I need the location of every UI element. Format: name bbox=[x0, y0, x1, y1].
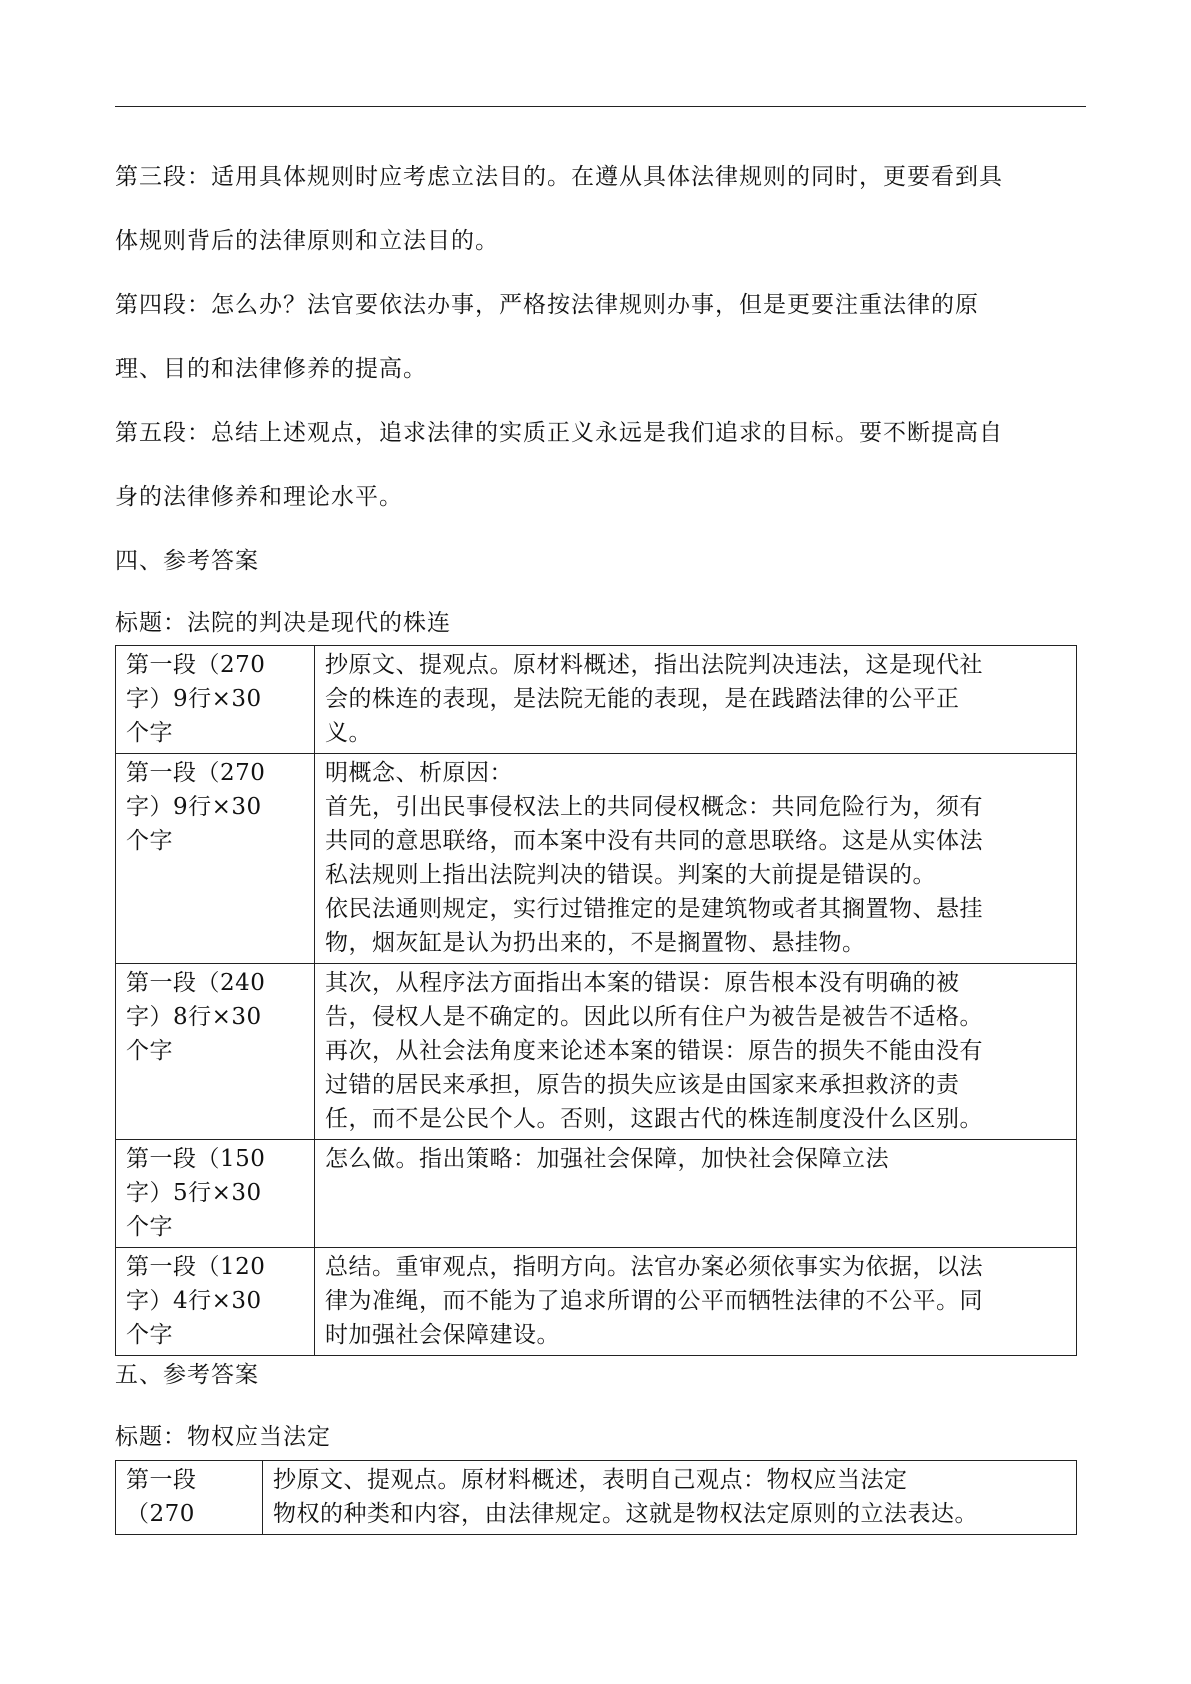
paragraph-line: 理、目的和法律修养的提高。 bbox=[115, 356, 427, 382]
table-cell-label: 第一段（240 字）8行×30 个字 bbox=[116, 964, 315, 1140]
paragraph-line: 第三段：适用具体规则时应考虑立法目的。在遵从具体法律规则的同时，更要看到具 bbox=[115, 164, 1003, 190]
section-title: 标题：法院的判决是现代的株连 bbox=[115, 610, 451, 636]
table-cell-label: 第一段（270 字）9行×30 个字 bbox=[116, 646, 315, 754]
table-cell-content: 明概念、析原因： 首先，引出民事侵权法上的共同侵权概念：共同危险行为，须有 共同的意思联络，而本案中没有共同的意思联络。这是从实体法 私法规则上指出法院判决的错误。判案的大前提是错误的。 依民法通则规定，实行过错推定的是建筑物或者其搁置物、悬挂 物，烟灰缸是认为扔出来的，不是搁置物、悬挂物。 bbox=[315, 754, 1077, 964]
table-row bbox=[116, 1248, 1077, 1356]
table-cell-label: 第一段（150 字）5行×30 个字 bbox=[116, 1140, 315, 1248]
table-cell-content: 怎么做。指出策略：加强社会保障，加快社会保障立法 bbox=[315, 1140, 1077, 1248]
table-row bbox=[116, 964, 1077, 1140]
table-cell-content: 总结。重审观点，指明方向。法官办案必须依事实为依据，以法 律为准绳，而不能为了追求所谓的公平而牺牲法律的不公平。同 时加强社会保障建设。 bbox=[315, 1248, 1077, 1356]
table-cell-label: 第一段 （270 bbox=[116, 1461, 263, 1535]
outline-table bbox=[115, 645, 1077, 1356]
table-row bbox=[116, 646, 1077, 754]
table-cell-content: 其次，从程序法方面指出本案的错误：原告根本没有明确的被 告，侵权人是不确定的。因此以所有住户为被告是被告不适格。 再次，从社会法角度来论述本案的错误：原告的损失不能由没有 过错的居民来承担，原告的损失应该是由国家来承担救济的责 任，而不是公民个人。否则，这跟古代的株连制度没什么区别。 bbox=[315, 964, 1077, 1140]
paragraph-line: 体规则背后的法律原则和立法目的。 bbox=[115, 228, 499, 254]
table-row bbox=[116, 1140, 1077, 1248]
section-heading: 四、参考答案 bbox=[115, 548, 259, 574]
header-rule bbox=[115, 106, 1086, 107]
table-row bbox=[116, 754, 1077, 964]
section-title: 标题：物权应当法定 bbox=[115, 1424, 331, 1450]
paragraph-line: 第四段：怎么办？法官要依法办事，严格按法律规则办事，但是更要注重法律的原 bbox=[115, 292, 979, 318]
table-cell-content: 抄原文、提观点。原材料概述，表明自己观点：物权应当法定 物权的种类和内容，由法律规定。这就是物权法定原则的立法表达。 bbox=[263, 1461, 1077, 1535]
table-row bbox=[116, 1461, 1077, 1535]
section-heading: 五、参考答案 bbox=[115, 1362, 259, 1388]
table-cell-label: 第一段（120 字）4行×30 个字 bbox=[116, 1248, 315, 1356]
table-cell-content: 抄原文、提观点。原材料概述，指出法院判决违法，这是现代社 会的株连的表现，是法院无能的表现，是在践踏法律的公平正 义。 bbox=[315, 646, 1077, 754]
paragraph-line: 第五段：总结上述观点，追求法律的实质正义永远是我们追求的目标。要不断提高自 bbox=[115, 420, 1003, 446]
paragraph-line: 身的法律修养和理论水平。 bbox=[115, 484, 403, 510]
table-cell-label: 第一段（270 字）9行×30 个字 bbox=[116, 754, 315, 964]
outline-table bbox=[115, 1460, 1077, 1535]
